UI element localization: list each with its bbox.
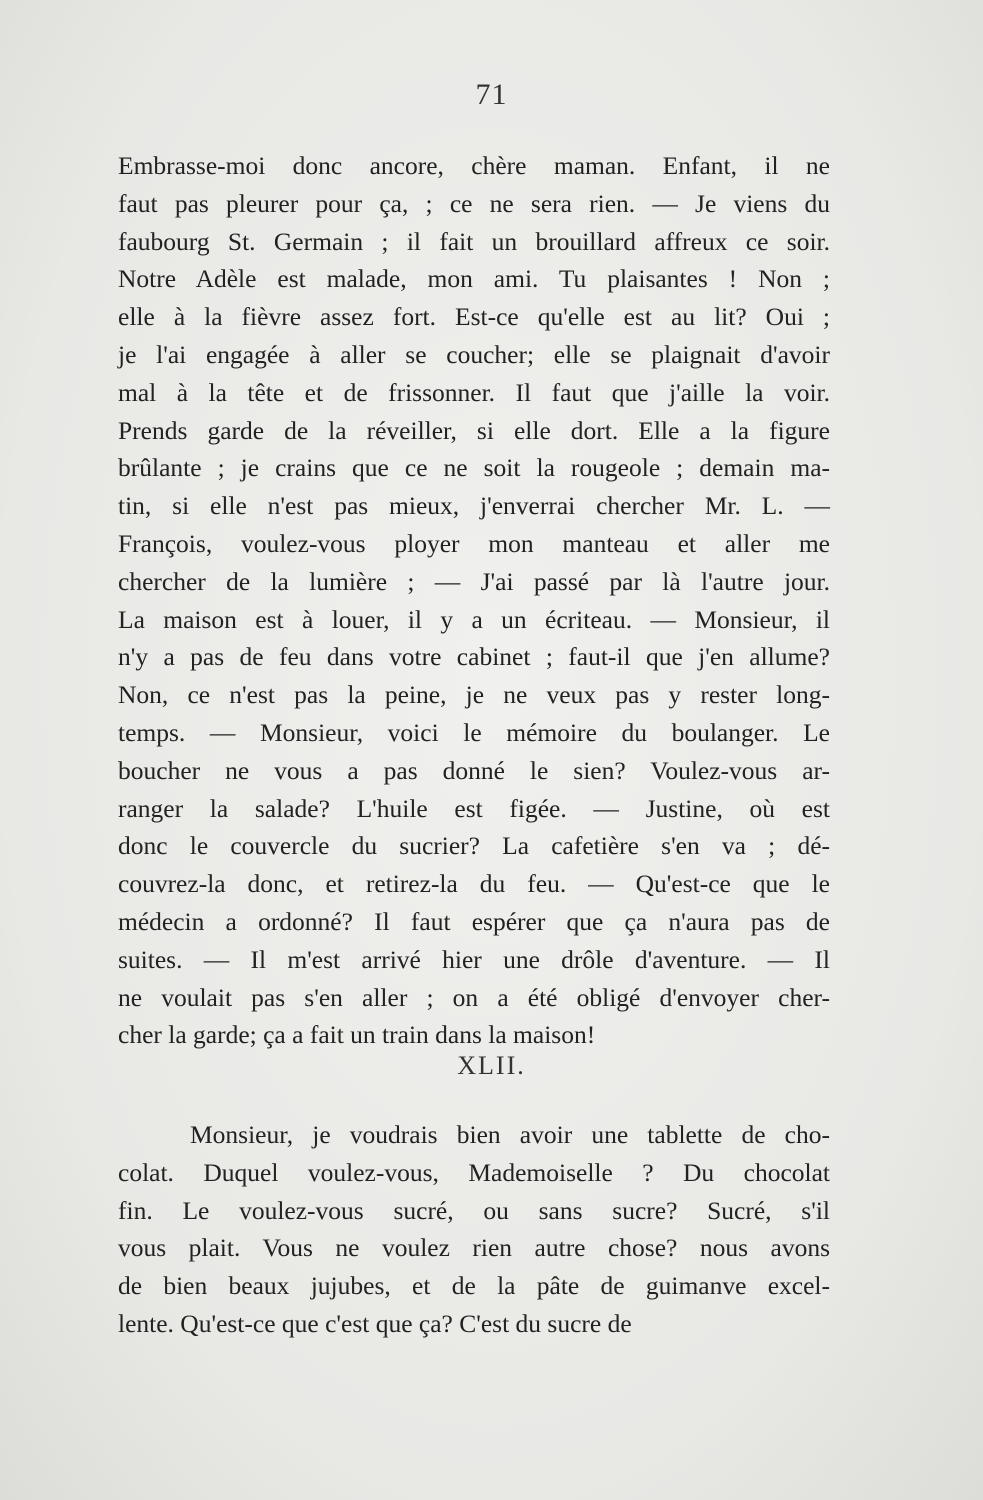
- text-line: de bien beaux jujubes, et de la pâte de guimanve excel-: [118, 1271, 830, 1301]
- paragraph-dialogue-block: [118, 147, 830, 1054]
- text-line: brûlante ; je crains que ce ne soit la rougeole ; demain ma-: [118, 453, 830, 483]
- text-line: vous plait. Vous ne voulez rien autre chose? nous avons: [118, 1233, 830, 1263]
- text-line: La maison est à louer, il y a un écriteau. — Monsieur, il: [118, 604, 830, 634]
- text-line: couvrez-la donc, et retirez-la du feu. — Qu'est-ce que le: [118, 869, 830, 899]
- text-line: fin. Le voulez-vous sucré, ou sans sucre? Sucré, s'il: [118, 1195, 830, 1225]
- text-line: Non, ce n'est pas la peine, je ne veux pas y rester long-: [118, 680, 830, 710]
- text-line: elle à la fièvre assez fort. Est-ce qu'elle est au lit? Oui ;: [118, 302, 830, 332]
- text-line: boucher ne vous a pas donné le sien? Voulez-vous ar-: [118, 755, 830, 785]
- text-line: cher la garde; ça a fait un train dans la maison!: [118, 1020, 596, 1050]
- text-line: ne voulait pas s'en aller ; on a été obligé d'envoyer cher-: [118, 982, 830, 1012]
- text-line: lente. Qu'est-ce que c'est que ça? C'est du sucre de: [118, 1308, 632, 1338]
- text-line: n'y a pas de feu dans votre cabinet ; faut-il que j'en allume?: [118, 642, 830, 672]
- section-heading: XLII.: [457, 1051, 526, 1080]
- text-line: je l'ai engagée à aller se coucher; elle se plaignait d'avoir: [118, 339, 830, 369]
- text-line: colat. Duquel voulez-vous, Mademoiselle ? Du chocolat: [118, 1157, 830, 1187]
- text-line: faubourg St. Germain ; il fait un brouillard affreux ce soir.: [118, 226, 830, 256]
- text-line: médecin a ordonné? Il faut espérer que ça n'aura pas de: [118, 906, 830, 936]
- text-line: mal à la tête et de frissonner. Il faut que j'aille la voir.: [118, 377, 830, 407]
- text-line: Embrasse-moi donc ancore, chère maman. Enfant, il ne: [118, 151, 830, 180]
- text-line: Prends garde de la réveiller, si elle dort. Elle a la figure: [118, 415, 830, 445]
- text-line: faut pas pleurer pour ça, ; ce ne sera rien. — Je viens du: [118, 188, 830, 218]
- text-line: Notre Adèle est malade, mon ami. Tu plaisantes ! Non ;: [118, 264, 830, 294]
- text-line: ranger la salade? L'huile est figée. — Justine, où est: [118, 793, 830, 823]
- text-line: chercher de la lumière ; — J'ai passé par là l'autre jour.: [118, 566, 830, 596]
- text-line: Monsieur, je voudrais bien avoir une tablette de cho-: [190, 1120, 830, 1149]
- text-line: temps. — Monsieur, voici le mémoire du boulanger. Le: [118, 717, 830, 747]
- text-line: donc le couvercle du sucrier? La cafetière s'en va ; dé-: [118, 831, 830, 861]
- text-line: suites. — Il m'est arrivé hier une drôle d'aventure. — Il: [118, 944, 830, 974]
- paragraph-section-xlii: [118, 1116, 830, 1343]
- text-line: François, voulez-vous ployer mon manteau et aller me: [118, 528, 830, 558]
- page-number: 71: [475, 78, 508, 111]
- text-line: tin, si elle n'est pas mieux, j'enverrai chercher Mr. L. —: [118, 491, 830, 521]
